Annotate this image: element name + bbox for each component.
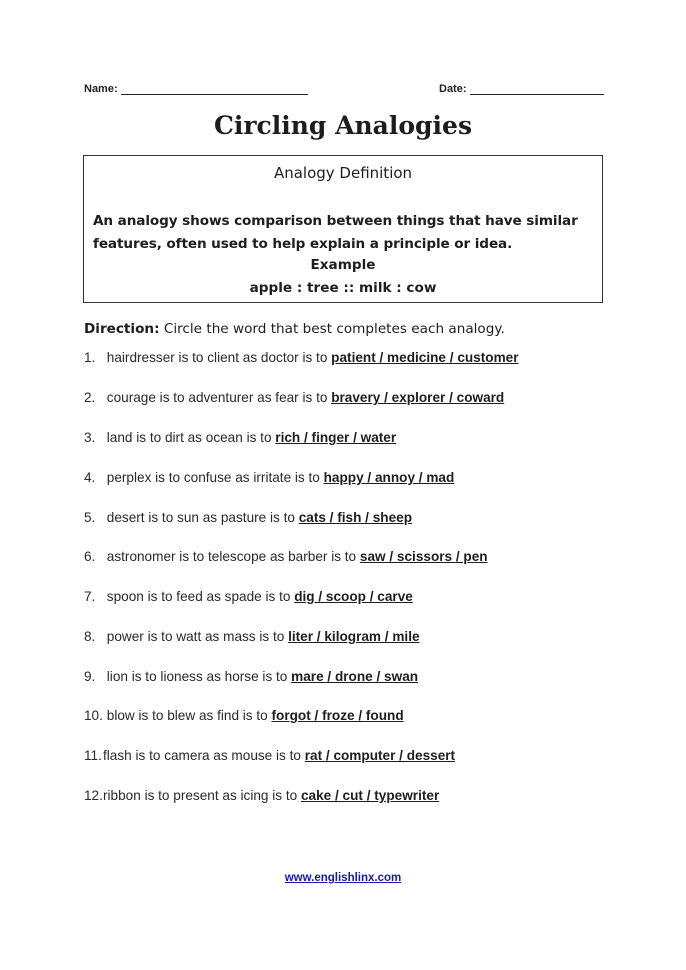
question-item bbox=[84, 708, 404, 723]
question-text: hairdresser is to client as doctor is to bbox=[106, 350, 332, 365]
direction-text: Circle the word that best completes each analogy. bbox=[159, 321, 505, 337]
question-number: 9. bbox=[84, 669, 96, 684]
question-text: land is to dirt as ocean is to bbox=[106, 430, 276, 445]
answer-choices[interactable]: liter / kilogram / mile bbox=[288, 629, 420, 644]
question-text: flash is to camera as mouse is to bbox=[103, 748, 305, 763]
answer-choices[interactable]: bravery / explorer / coward bbox=[331, 390, 505, 405]
question-number: 1. bbox=[84, 350, 96, 365]
definition-text: An analogy shows comparison between things that have similar features, often used to help explain a principle or idea. bbox=[93, 213, 578, 252]
answer-choices[interactable]: forgot / froze / found bbox=[271, 708, 404, 723]
question-text: ribbon is to present as icing is to bbox=[103, 788, 301, 803]
question-number: 4. bbox=[84, 470, 96, 485]
answer-choices[interactable]: patient / medicine / customer bbox=[331, 350, 519, 365]
question-text: courage is to adventurer as fear is to bbox=[106, 390, 332, 405]
question-number: 11. bbox=[84, 748, 102, 763]
question-item bbox=[84, 589, 413, 604]
question-number: 12. bbox=[84, 788, 103, 803]
question-text: power is to watt as mass is to bbox=[106, 629, 289, 644]
direction-line bbox=[84, 321, 505, 337]
question-item bbox=[84, 629, 420, 644]
question-text: lion is to lioness as horse is to bbox=[106, 669, 292, 684]
question-item bbox=[84, 470, 454, 485]
question-item bbox=[84, 510, 412, 525]
question-number: 6. bbox=[84, 549, 96, 564]
question-number: 7. bbox=[84, 589, 96, 604]
question-item bbox=[84, 549, 488, 564]
question-item bbox=[84, 390, 504, 405]
question-text: blow is to blew as find is to bbox=[106, 708, 272, 723]
date-blank-line[interactable] bbox=[470, 83, 604, 95]
name-label: Name: bbox=[84, 83, 118, 95]
question-number: 2. bbox=[84, 390, 96, 405]
definition-box bbox=[83, 155, 603, 303]
worksheet-title: Circling Analogies bbox=[213, 111, 473, 140]
question-item bbox=[84, 350, 519, 365]
question-item bbox=[84, 669, 418, 684]
question-number: 10. bbox=[84, 708, 103, 723]
direction-label: Direction: bbox=[84, 321, 160, 337]
answer-choices[interactable]: rat / computer / dessert bbox=[304, 748, 456, 763]
answer-choices[interactable]: rich / finger / water bbox=[275, 430, 397, 445]
answer-choices[interactable]: dig / scoop / carve bbox=[294, 589, 413, 604]
question-number: 3. bbox=[84, 430, 96, 445]
header-row bbox=[84, 83, 604, 99]
definition-heading: Analogy Definition bbox=[273, 164, 413, 182]
date-field[interactable] bbox=[439, 83, 604, 95]
question-item bbox=[84, 748, 455, 763]
name-blank-line[interactable] bbox=[121, 83, 308, 95]
question-text: spoon is to feed as spade is to bbox=[106, 589, 295, 604]
footer bbox=[0, 872, 686, 884]
answer-choices[interactable]: mare / drone / swan bbox=[291, 669, 419, 684]
question-text: perplex is to confuse as irritate is to bbox=[106, 470, 324, 485]
example-label: Example bbox=[310, 257, 376, 273]
question-item bbox=[84, 430, 396, 445]
date-label: Date: bbox=[439, 83, 467, 95]
question-text: astronomer is to telescope as barber is to bbox=[106, 549, 360, 564]
question-text: desert is to sun as pasture is to bbox=[106, 510, 299, 525]
question-number: 5. bbox=[84, 510, 96, 525]
footer-link[interactable]: www.englishlinx.com bbox=[284, 872, 402, 884]
example-text: apple : tree :: milk : cow bbox=[249, 280, 437, 296]
answer-choices[interactable]: cats / fish / sheep bbox=[298, 510, 413, 525]
question-item bbox=[84, 788, 439, 803]
answer-choices[interactable]: saw / scissors / pen bbox=[359, 549, 488, 564]
answer-choices[interactable]: cake / cut / typewriter bbox=[300, 788, 440, 803]
answer-choices[interactable]: happy / annoy / mad bbox=[323, 470, 455, 485]
name-field[interactable] bbox=[84, 83, 308, 95]
question-number: 8. bbox=[84, 629, 96, 644]
